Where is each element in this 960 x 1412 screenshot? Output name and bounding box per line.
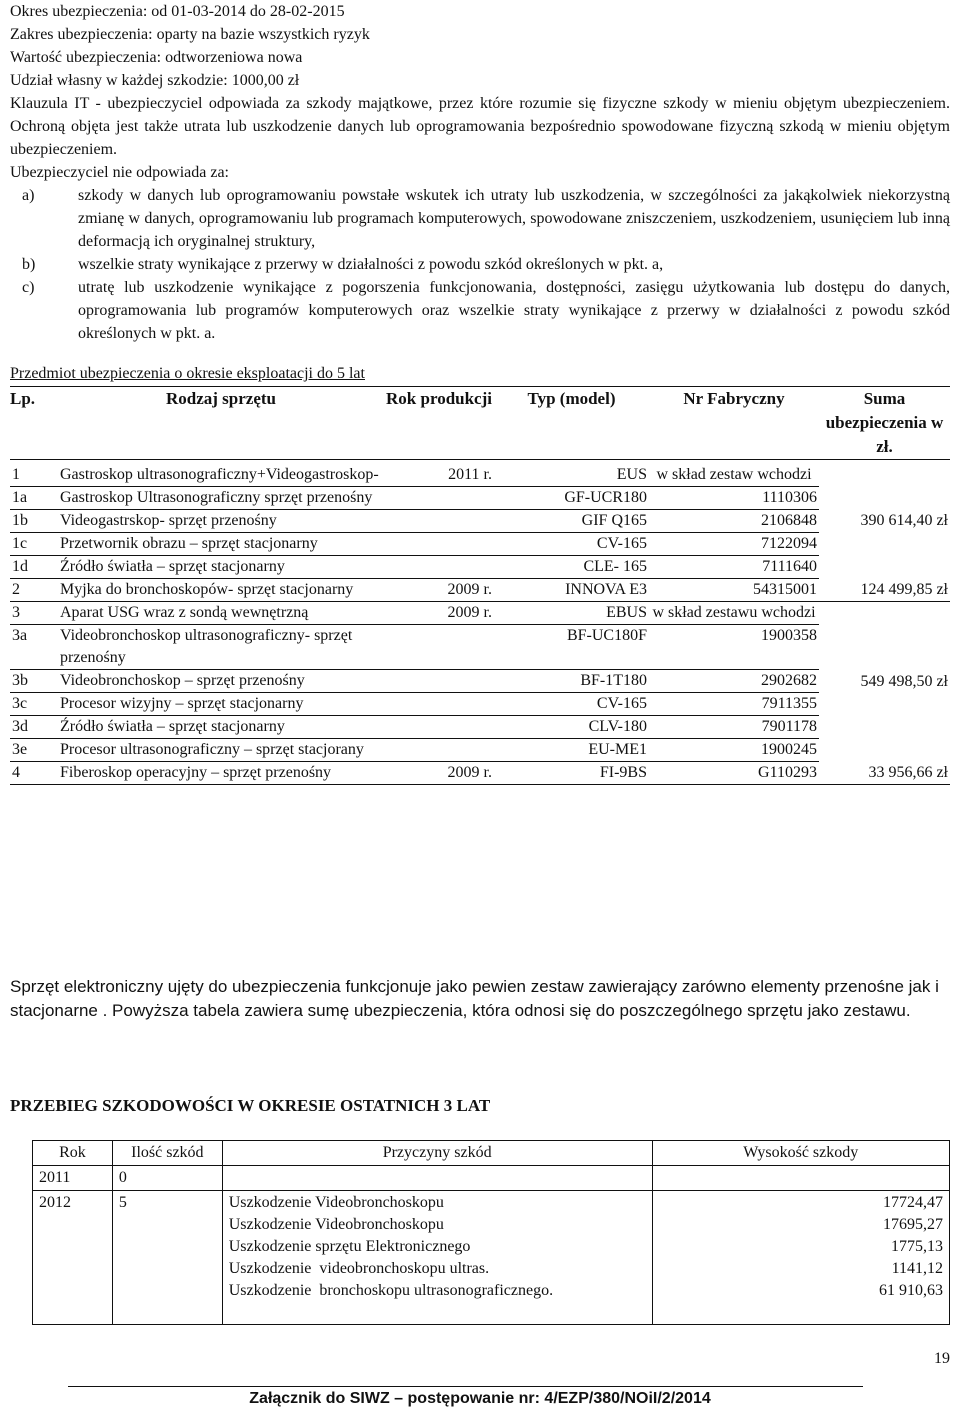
cell-lp: 2 <box>10 579 58 602</box>
table-row <box>10 693 950 716</box>
cell-year <box>384 739 494 762</box>
col-year: Rok <box>33 1141 113 1166</box>
cell-year: 2012 <box>33 1191 113 1325</box>
list-item-text: szkody w danych lub oprogramowaniu powstałe wskutek ich utraty lub uszkodzenia, w szczególności za jakąkolwiek niekorzystną zmianę w danych, oprogramowaniu lub programach komputerowych, spowodowane zniszczeniem, uszkodzeniem, usunięciem lub inną deformacją ich oryginalnej struktury, <box>78 187 950 250</box>
col-model: Typ (model) <box>494 387 649 460</box>
list-item <box>10 253 950 276</box>
table-header-row <box>10 387 950 460</box>
list-item <box>10 184 950 253</box>
cell-serial: 7901178 <box>649 716 819 739</box>
cell-model: BF-1T180 <box>494 670 649 693</box>
cell-type: Videobronchoskop ultrasonograficzny- sprzęt przenośny <box>58 625 384 670</box>
cell-type: Gastroskop Ultrasonograficzny sprzęt przenośny <box>58 487 384 510</box>
cell-lp: 1 <box>10 460 58 487</box>
cell-model: CV-165 <box>494 533 649 556</box>
cause-item: Uszkodzenie bronchoskopu ultrasonograficznego. <box>228 1282 554 1299</box>
col-count: Ilość szkód <box>112 1141 222 1166</box>
cell-year: 2011 <box>33 1166 113 1191</box>
cell-type: Aparat USG wraz z sondą wewnętrzną <box>58 602 384 625</box>
cell-lp: 3a <box>10 625 58 670</box>
cell-year <box>384 533 494 556</box>
table-row <box>10 487 950 510</box>
cell-sum: 549 498,50 zł <box>860 672 948 690</box>
deductible: Udział własny w każdej szkodzie: 1000,00 zł <box>10 72 300 89</box>
cell-serial: 7111640 <box>649 556 819 579</box>
col-sum: Suma ubezpieczenia w zł. <box>819 387 950 460</box>
equipment-subtitle-text: Przedmiot ubezpieczenia o okresie eksploatacji do 5 lat <box>10 365 365 382</box>
exclusions-list <box>10 184 950 345</box>
cell-year <box>384 556 494 579</box>
cause-item: Uszkodzenie Videobronchoskopu <box>228 1194 444 1211</box>
cell-cause <box>222 1166 652 1191</box>
losses-heading: PRZEBIEG SZKODOWOŚCI W OKRESIE OSTATNICH 3 LAT <box>10 1096 491 1115</box>
intro-section <box>10 0 950 345</box>
cell-year <box>384 670 494 693</box>
table-row <box>10 556 950 579</box>
cell-serial: G110293 <box>649 762 819 785</box>
cell-year: 2011 r. <box>384 460 494 487</box>
cell-serial: 7122094 <box>649 533 819 556</box>
cell-lp: 1c <box>10 533 58 556</box>
cell-amount <box>652 1166 949 1191</box>
cell-lp: 1b <box>10 510 58 533</box>
cell-type: Fiberoskop operacyjny – sprzęt przenośny <box>58 762 384 785</box>
table-row <box>33 1191 950 1325</box>
cell-lp: 4 <box>10 762 58 785</box>
table-row <box>10 762 950 785</box>
cell-cause <box>222 1191 652 1325</box>
insurance-period: Okres ubezpieczenia: od 01-03-2014 do 28-02-2015 <box>10 3 345 20</box>
cell-sum: 124 499,85 zł <box>819 579 950 602</box>
cell-lp: 3c <box>10 693 58 716</box>
cell-type: Procesor ultrasonograficzny – sprzęt stacjorany <box>58 739 384 762</box>
cell-serial: 1110306 <box>649 487 819 510</box>
cell-year <box>384 693 494 716</box>
cell-type: Przetwornik obrazu – sprzęt stacjonarny <box>58 533 384 556</box>
cell-year: 2009 r. <box>384 579 494 602</box>
insurance-scope: Zakres ubezpieczenia: oparty na bazie wszystkich ryzyk <box>10 26 370 43</box>
cell-year <box>384 510 494 533</box>
col-amount: Wysokość szkody <box>652 1141 949 1166</box>
amount-item: 1141,12 <box>891 1260 943 1277</box>
col-year: Rok produkcji <box>384 387 494 460</box>
cell-model: EBUS <box>494 602 649 625</box>
cell-model: CLE- 165 <box>494 556 649 579</box>
cell-lp: 3e <box>10 739 58 762</box>
equipment-note: Sprzęt elektroniczny ujęty do ubezpieczenia funkcjonuje jako pewien zestaw zawierający zarówno elementy przenośne jak i stacjonarne . Powyższa tabela zawiera sumę ubezpieczenia, która odnosi się do poszczególnego sprzętu jako zestawu. <box>10 977 939 1020</box>
cell-serial: 1900245 <box>649 739 819 762</box>
amount-item: 61 910,63 <box>879 1282 943 1299</box>
list-item-text: wszelkie straty wynikające z przerwy w działalności z powodu szkód określonych w pkt. a, <box>78 256 664 273</box>
cell-sum: 33 956,66 zł <box>819 762 950 785</box>
cause-item: Uszkodzenie Videobronchoskopu <box>228 1216 444 1233</box>
it-clause: Klauzula IT - ubezpieczyciel odpowiada za szkody majątkowe, przez które rozumie się fizyczne szkody w mieniu objętym ubezpieczeniem. Ochroną objęta jest także utrata lub uszkodzenie danych lub oprogramowania bezpośrednio spowodowane fizyczną szkodą w mieniu objętym ubezpieczeniem. <box>10 95 950 158</box>
table-row <box>10 739 950 762</box>
footer-text: Załącznik do SIWZ – postępowanie nr: 4/EZP/380/NOiI/2/2014 <box>249 1390 711 1407</box>
table-row <box>10 510 950 533</box>
cell-year: 2009 r. <box>384 602 494 625</box>
cell-serial: w skład zestawu wchodzi <box>649 602 819 625</box>
table-row <box>10 716 950 739</box>
cell-model: GIF Q165 <box>494 510 649 533</box>
cell-type: Źródło światła – sprzęt stacjonarny <box>58 716 384 739</box>
table-row <box>10 602 950 625</box>
cell-type: Procesor wizyjny – sprzęt stacjonarny <box>58 693 384 716</box>
cell-year <box>384 487 494 510</box>
amount-item: 17724,47 <box>883 1194 943 1211</box>
cell-year <box>384 625 494 670</box>
cell-model: INNOVA E3 <box>494 579 649 602</box>
table-row <box>10 625 950 670</box>
cell-serial: 7911355 <box>649 693 819 716</box>
list-marker: a) <box>22 187 35 204</box>
list-item-text: utratę lub uszkodzenie wynikające z pogorszenia funkcjonowania, dostępności, zasięgu użytkowania lub dostępu do danych, oprogramowania lub programów komputerowych oraz wszelkie straty wynikające z przerwy w działalności z powodu szkód określonych w pkt. a. <box>78 279 950 342</box>
page-number: 19 <box>934 1350 950 1367</box>
cell-model: BF-UC180F <box>494 625 649 670</box>
list-marker: c) <box>22 279 35 296</box>
cell-model: CLV-180 <box>494 716 649 739</box>
list-item <box>10 276 950 345</box>
amount-item: 1775,13 <box>891 1238 943 1255</box>
cell-lp: 3b <box>10 670 58 693</box>
cell-type: Gastroskop ultrasonograficzny+Videogastroskop- <box>58 460 384 487</box>
table-row <box>10 533 950 556</box>
cell-count: 0 <box>112 1166 222 1191</box>
cell-serial: 2106848 <box>649 510 819 533</box>
cell-serial: 1900358 <box>649 625 819 670</box>
equipment-table <box>10 386 950 785</box>
list-marker: b) <box>22 256 36 273</box>
footer-divider <box>68 1386 863 1387</box>
col-type: Rodzaj sprzętu <box>58 387 384 460</box>
cell-serial: 2902682 <box>649 670 819 693</box>
exclusions-heading: Ubezpieczyciel nie odpowiada za: <box>10 164 229 181</box>
cell-model: CV-165 <box>494 693 649 716</box>
losses-table <box>32 1140 950 1325</box>
col-lp: Lp. <box>10 387 58 460</box>
cell-model: GF-UCR180 <box>494 487 649 510</box>
insurance-value: Wartość ubezpieczenia: odtworzeniowa nowa <box>10 49 303 66</box>
col-cause: Przyczyny szkód <box>222 1141 652 1166</box>
cell-type: Videogastrskop- sprzęt przenośny <box>58 510 384 533</box>
cell-year <box>384 716 494 739</box>
cell-year: 2009 r. <box>384 762 494 785</box>
cell-lp: 1a <box>10 487 58 510</box>
table-row <box>33 1166 950 1191</box>
cell-lp: 1d <box>10 556 58 579</box>
table-header-row <box>33 1141 950 1166</box>
cell-lp: 3d <box>10 716 58 739</box>
cell-amount <box>652 1191 949 1325</box>
cell-count: 5 <box>112 1191 222 1325</box>
cell-model: EUS <box>494 460 649 487</box>
cell-serial: 54315001 <box>649 579 819 602</box>
cell-serial: w skład zestaw wchodzi <box>649 460 819 487</box>
cell-sum: 390 614,40 zł <box>860 512 948 530</box>
cell-type: Videobronchoskop – sprzęt przenośny <box>58 670 384 693</box>
cause-item: Uszkodzenie videobronchoskopu ultras. <box>228 1260 490 1277</box>
amount-item: 17695,27 <box>883 1216 943 1233</box>
cell-lp: 3 <box>10 602 58 625</box>
table-row <box>10 460 950 487</box>
cell-type: Źródło światła – sprzęt stacjonarny <box>58 556 384 579</box>
cell-model: EU-ME1 <box>494 739 649 762</box>
col-serial: Nr Fabryczny <box>649 387 819 460</box>
table-row <box>10 579 950 602</box>
cause-item: Uszkodzenie sprzętu Elektronicznego <box>228 1238 471 1255</box>
cell-model: FI-9BS <box>494 762 649 785</box>
cell-type: Myjka do bronchoskopów- sprzęt stacjonarny <box>58 579 384 602</box>
table-row <box>10 670 950 693</box>
equipment-subtitle <box>10 362 365 385</box>
